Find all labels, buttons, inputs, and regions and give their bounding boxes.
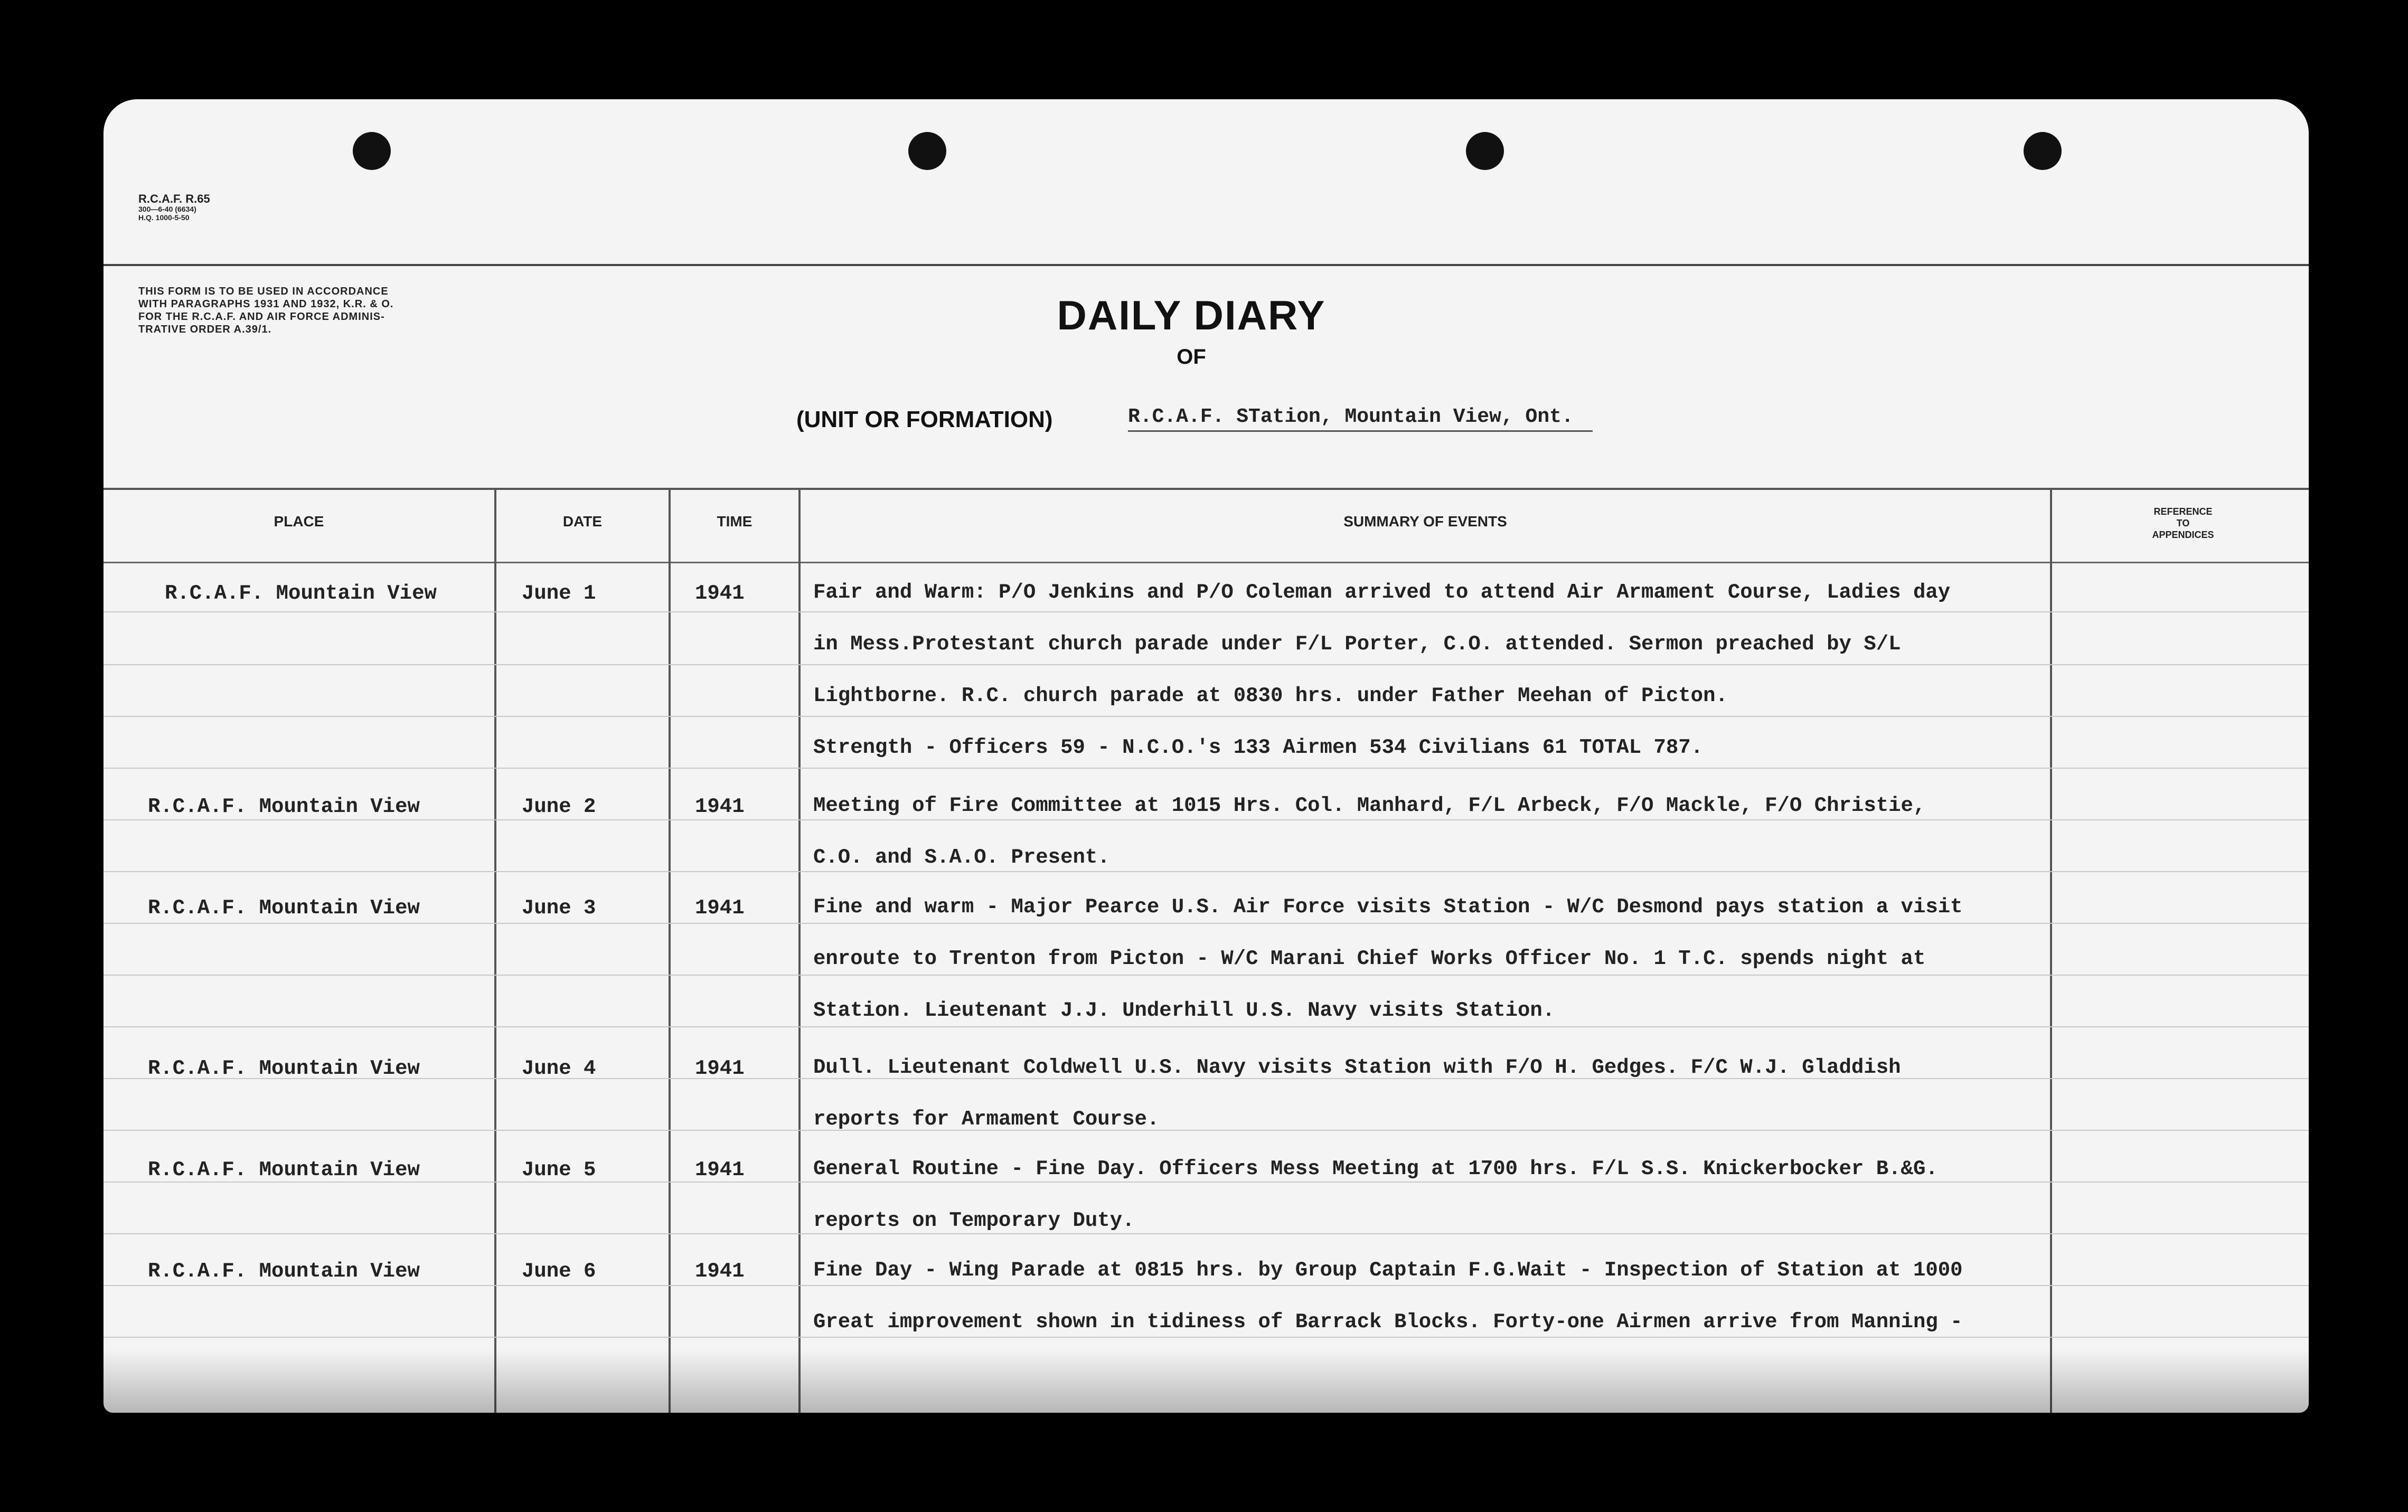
column-divider [669,490,671,1413]
page-edge-shadow [104,1349,2309,1413]
summary-line: reports for Armament Course. [813,1108,1160,1131]
column-header-summary: SUMMARY OF EVENTS [1343,513,1507,530]
binder-hole [908,132,946,170]
entry-date: June 4 [522,1057,596,1080]
summary-line: Lightborne. R.C. church parade at 0830 hrs. under Father Meehan of Picton. [813,684,1728,707]
summary-line: Fine and warm - Major Pearce U.S. Air Force visits Station - W/C Desmond pays station a visit [813,895,1963,919]
entry-time: 1941 [695,795,745,818]
column-header-place: PLACE [274,513,324,530]
entry-time: 1941 [695,1158,745,1182]
table-header-rule [104,562,2309,563]
unit-value: R.C.A.F. STation, Mountain View, Ont. [1128,405,1593,432]
column-divider [494,490,496,1413]
entry-time: 1941 [695,1057,745,1080]
entry-place: R.C.A.F. Mountain View [148,896,420,920]
entry-summary [813,780,1925,883]
binder-hole [1466,132,1504,170]
entry-place: R.C.A.F. Mountain View [148,795,420,818]
entry-time: 1941 [695,1260,745,1283]
entry-summary [813,1244,1963,1348]
summary-line: Fair and Warm: P/O Jenkins and P/O Coleman arrived to attend Air Armament Course, Ladies day [813,581,1951,604]
summary-line: enroute to Trenton from Picton - W/C Marani Chief Works Officer No. 1 T.C. spends night at [813,947,1926,970]
entry-place: R.C.A.F. Mountain View [165,582,437,605]
entry-date: June 3 [522,896,596,920]
column-header-date: DATE [562,513,603,530]
diary-page [104,99,2309,1413]
binder-hole [353,132,391,170]
entry-place: R.C.A.F. Mountain View [148,1158,420,1182]
summary-line: reports on Temporary Duty. [813,1209,1135,1232]
summary-line: Meeting of Fire Committee at 1015 Hrs. Col. Manhard, F/L Arbeck, F/O Mackle, F/O Christie, [813,794,1926,817]
page-title: DAILY DIARY [1057,292,1326,338]
entry-summary [813,881,1963,1036]
summary-line: Fine Day - Wing Parade at 0815 hrs. by Group Captain F.G.Wait - Inspection of Station at 1000 [813,1259,1963,1282]
form-identifier [138,193,210,222]
column-divider [2050,490,2052,1413]
entry-place: R.C.A.F. Mountain View [148,1057,420,1080]
summary-line: C.O. and S.A.O. Present. [813,846,1110,869]
entry-place: R.C.A.F. Mountain View [148,1260,420,1283]
summary-line: Station. Lieutenant J.J. Underhill U.S. Navy visits Station. [813,999,1555,1022]
binder-hole [2024,132,2062,170]
unit-label: (UNIT OR FORMATION) [796,407,1053,432]
summary-line: in Mess.Protestant church parade under F/L Porter, C.O. attended. Sermon preached by S/L [813,632,1901,656]
entry-date: June 1 [522,582,596,605]
entry-summary [813,1143,1938,1246]
entry-date: June 2 [522,795,596,818]
entry-time: 1941 [695,896,745,920]
entry-date: June 6 [522,1260,596,1283]
form-usage-note: THIS FORM IS TO BE USED IN ACCORDANCE WITH PARAGRAPHS 1931 AND 1932, K.R. & O. FOR THE R.C.A.F. AND AIR FORCE ADMINIS- TRATIVE ORDER A.39/1. [138,286,394,335]
summary-line: General Routine - Fine Day. Officers Mess Meeting at 1700 hrs. F/L S.S. Knickerbocker B.&G. [813,1157,1938,1180]
column-divider [798,490,801,1413]
entry-time: 1941 [695,582,745,605]
form-code-sub: H.Q. 1000-5-50 [138,213,190,222]
entry-summary [813,566,1950,773]
column-header-reference: REFERENCE TO APPENDICES [2152,506,2214,540]
title-of: OF [1177,345,1206,368]
entry-date: June 5 [522,1158,596,1182]
summary-line: Strength - Officers 59 - N.C.O.'s 133 Airmen 534 Civilians 61 TOTAL 787. [813,736,1704,759]
divider [104,264,2309,266]
column-header-time: TIME [717,513,752,530]
summary-line: Dull. Lieutenant Coldwell U.S. Navy visits Station with F/O H. Gedges. F/C W.J. Gladdish [813,1056,1901,1079]
form-code: R.C.A.F. R.65 [138,192,210,205]
form-code-sub: 300—6-40 (6634) [138,205,196,213]
table-top-rule [104,488,2309,490]
entry-summary [813,1042,1901,1145]
summary-line: Great improvement shown in tidiness of Barrack Blocks. Forty-one Airmen arrive from Manning - [813,1310,1963,1334]
